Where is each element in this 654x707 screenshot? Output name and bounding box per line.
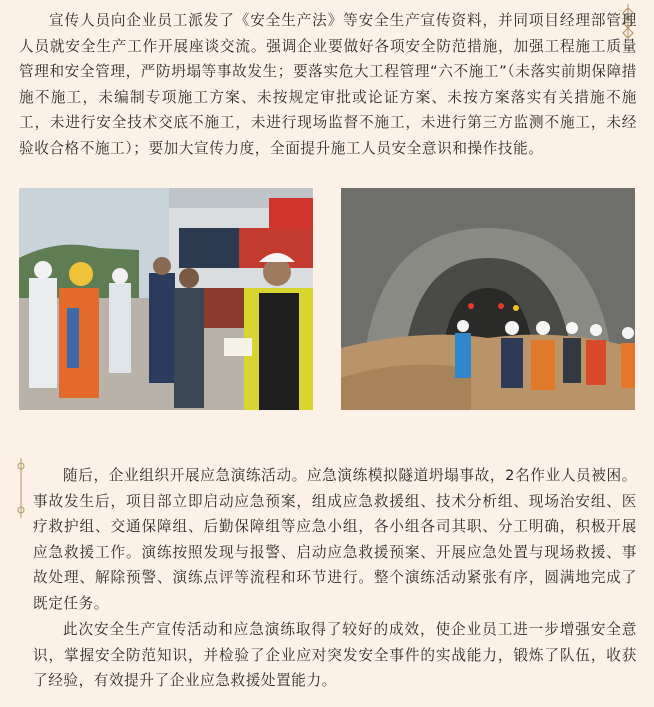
paragraph-safety-promotion: 宣传人员向企业员工派发了《安全生产法》等安全生产宣传资料，并同项目经理部管理人员就安全生产工作开展座谈交流。强调企业要做好各项安全防范措施，加强工程施工质量管理和安全管理，严防坍塌等事故发生；要落实危大工程管理“六不施工”（未落实前期保障措施不施工，未编制专项施工方案、未按规定审批或论证方案、未按方案落实有关措施不施工，未进行安全技术交底不施工，未进行现场监督不施工，未进行第三方监测不施工，未经验收合格不施工）；要加大宣传力度，全面提升施工人员安全意识和操作技能。: [19, 12, 637, 157]
paragraph-conclusion: 此次安全生产宣传活动和应急演练取得了较好的成效，使企业员工进一步增强安全意识，掌握安全防范知识，并检验了企业应对突发安全事件的实战能力，锻炼了队伍，收获了经验，有效提升了企业应急救援处置能力。: [33, 621, 637, 690]
tunnel-emergency-drill-photo: [341, 188, 635, 410]
ornament-icon: [14, 458, 28, 518]
outdoor-safety-promotion-photo: [19, 188, 313, 410]
paragraph-emergency-drill: 随后，企业组织开展应急演练活动。应急演练模拟隧道坍塌事故，2名作业人员被困。事故发生后，项目部立即启动应急预案，组成应急救援组、技术分析组、现场治安组、医疗救护组、交通保障组、后勤保障组等应急小组，各小组各司其职、分工明确，积极开展应急救援工作。演练按照发现与报警、启动应急救援预案、开展应急处置与现场救援、事故处理、解除预警、演练点评等流程和环节进行。整个演练活动紧张有序，圆满地完成了既定任务。: [33, 467, 637, 612]
